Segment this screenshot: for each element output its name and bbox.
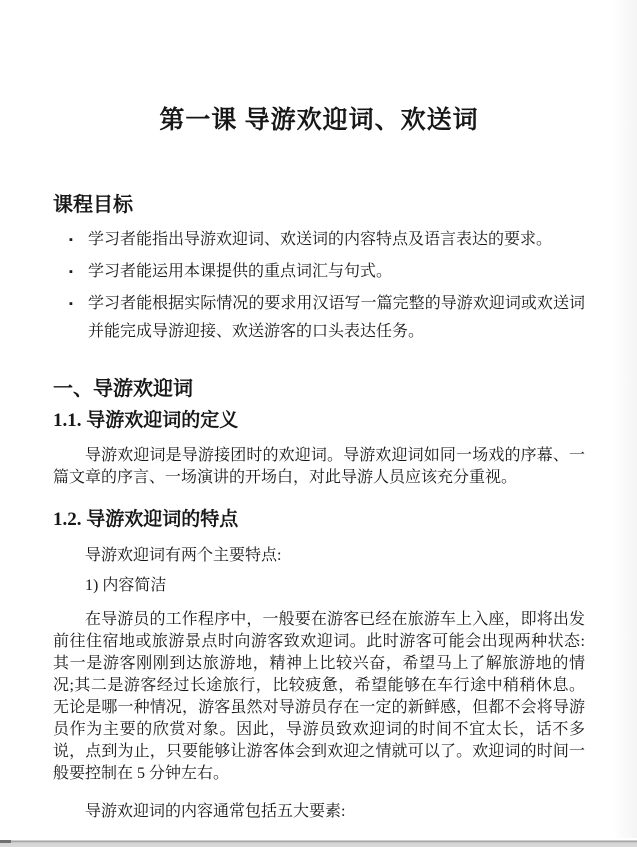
objectives-list — [53, 226, 585, 346]
feature-1-label: 1) 内容简洁 — [85, 577, 167, 594]
objective-text: 学习者能根据实际情况的要求用汉语写一篇完整的导游欢迎词或欢送词并能完成导游迎接、欢送游客的口头表达任务。 — [88, 295, 585, 340]
section-welcome-speech — [53, 377, 585, 823]
objective-item — [53, 258, 585, 286]
objective-item — [53, 290, 585, 346]
section-1-heading: 一、导游欢迎词 — [53, 378, 193, 400]
features-intro-line: 导游欢迎词有两个主要特点: — [85, 547, 282, 564]
five-elements-lead-line: 导游欢迎词的内容通常包括五大要素: — [85, 803, 346, 820]
page-bottom-edge — [0, 838, 637, 847]
objectives-heading: 课程目标 — [53, 194, 133, 216]
bullet-square-icon: ▪ — [69, 266, 73, 278]
objective-text: 学习者能指出导游欢迎词、欢送词的内容特点及语言表达的要求。 — [88, 231, 553, 248]
objective-text: 学习者能运用本课提供的重点词汇与句式。 — [88, 263, 393, 280]
lesson-title: 第一课 导游欢迎词、欢送词 — [159, 107, 479, 134]
feature-1-paragraph: 在导游员的工作程序中，一般要在游客已经在旅游车上入座，即将出发前往住宿地或旅游景点时向游客致欢迎词。此时游客可能会出现两种状态:其一是游客刚刚到达旅游地，精神上比较兴奋，希望马上了解旅游地的情况;其二是游客经过长途旅行，比较疲惫，希望能够在车行途中稍稍休息。无论是哪一种情况，游客虽然对导游员存在一定的新鲜感，但都不会将导游员作为主要的欣赏对象。因此，导游员致欢迎词的时间不宜太长，话不多说，点到为止，只要能够让游客体会到欢迎之情就可以了。欢迎词的时间一般要控制在 5 分钟左右。 — [53, 611, 585, 782]
page-bottom-edge-dash — [0, 840, 11, 843]
definition-paragraph: 导游欢迎词是导游接团时的欢迎词。导游欢迎词如同一场戏的序幕、一篇文章的序言、一场演讲的开场白，对此导游人员应该充分重视。 — [53, 447, 585, 486]
bullet-square-icon: ▪ — [69, 298, 73, 310]
course-objectives-section — [53, 193, 585, 346]
objective-item — [53, 226, 585, 254]
bullet-square-icon: ▪ — [69, 234, 73, 246]
subsection-1-2-heading: 1.2. 导游欢迎词的特点 — [53, 509, 239, 530]
subsection-1-1-heading: 1.1. 导游欢迎词的定义 — [53, 410, 239, 431]
